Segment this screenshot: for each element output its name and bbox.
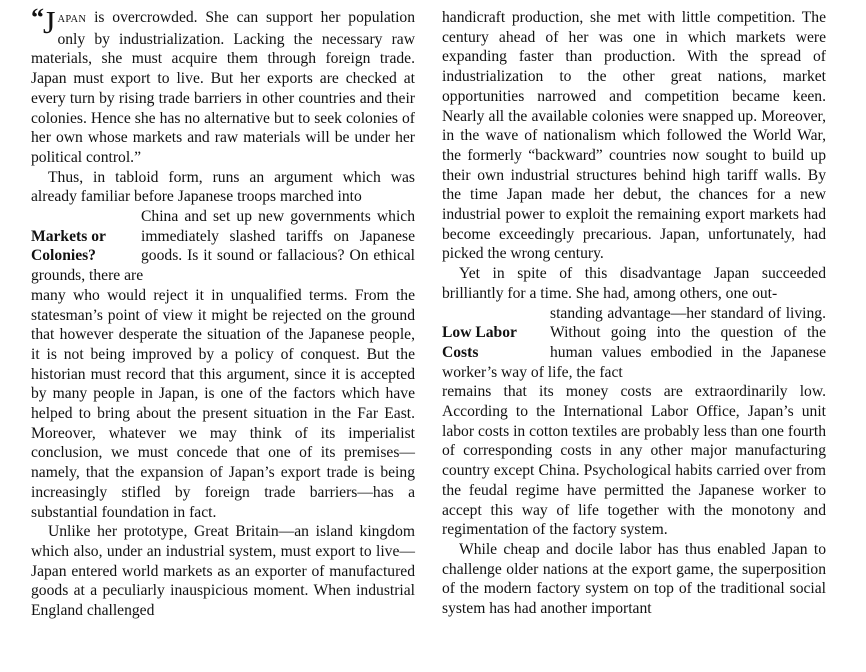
paragraph: Unlike her prototype, Great Britain—an island kingdom which also, under an industrial system, must export to live—Japan entered world markets as an exporter of manufactured goods at a peculiarly inauspicious moment. When industrial England challenged	[31, 523, 415, 620]
sidehead-block-labor	[442, 304, 826, 383]
paragraph-beside-sidehead: standing advantage—her standard of living. Without going into the question of the human values embodied in the Japanese worker’s way of life, the fact	[442, 304, 826, 381]
sidehead-low-labor-costs	[442, 323, 550, 362]
paragraph-continued: remains that its money costs are extraordinarily low. According to the International Labor Office, Japan’s unit labor costs in cotton textiles are probably less than one fourth of corresponding costs in any other major manufacturing country except China. Psychological habits carried over from the feudal regime have permitted the Japanese worker to accept this way of life together with the monotony and regimentation of the factory system.	[442, 383, 826, 539]
sidehead-line: Low Labor	[442, 324, 517, 342]
sidehead-line: Colonies?	[31, 247, 96, 265]
paragraph-intro: Thus, in tabloid form, runs an argument which was already familiar before Japanese troops marched into	[31, 168, 415, 206]
right-column	[442, 8, 826, 619]
opening-paragraph-text: is overcrowded. She can support her population only by industrialization. Lacking the necessary raw materials, she must acquire them through foreign trade. Japan must export to live. But her exports are checked at every turn by rising trade barriers in other countries and their colonies. Hence she has no alternative but to seek colonies of her own whose markets and raw materials will be under her political control.”	[31, 9, 415, 166]
sidehead-block-markets	[31, 207, 415, 286]
small-caps-word: APAN	[57, 14, 87, 25]
opening-paragraph	[31, 3, 415, 168]
sidehead-markets-or-colonies	[31, 227, 141, 266]
paragraph-beside-sidehead: China and set up new governments which immediately slashed tariffs on Japanese goods. Is it sound or fallacious? On ethical grounds, there are	[31, 208, 415, 285]
paragraph-continued: many who would reject it in unqualified terms. From the statesman’s point of view it might be rejected on the ground that however desperate the situation of the Japanese people, it is not being improved by a policy of conquest. But the historian must record that this argument, since it is accepted by many people in Japan, is one of the factors which have helped to bring about the present situation in the Far East. Moreover, whatever we may think of its imperialist conclusion, we must concede that one of its premises—namely, that the expansion of Japan’s export trade is being increasingly stifled by foreign trade barriers—has a substantial foundation in fact.	[31, 286, 415, 521]
sidehead-line: Costs	[442, 343, 479, 361]
sidehead-line: Markets or	[31, 227, 106, 245]
drop-cap: J	[43, 4, 56, 40]
opening-quote: “	[31, 3, 42, 32]
paragraph-intro: Yet in spite of this disadvantage Japan succeeded brilliantly for a time. She had, among others, one out-	[442, 265, 826, 302]
paragraph: While cheap and docile labor has thus enabled Japan to challenge older nations at the export game, the superposition of the modern factory system on top of the traditional social system has had another important	[442, 540, 826, 618]
paragraph-continued: handicraft production, she met with little competition. The century ahead of her was one in which markets were expanding faster than production. With the spread of industrialization to the other great nations, market opportunities narrowed and competition became keen. Nearly all the available colonies were snapped up. Moreover, in the wave of nationalism which followed the World War, the formerly “backward” countries now sought to build up their own industrial structures behind high tariff walls. By the time Japan made her debut, the chances for a new industrial power to exploit the remaining export markets had become exceedingly precarious. Japan, unfortunately, had picked the wrong century.	[442, 9, 826, 263]
left-column	[31, 3, 415, 621]
